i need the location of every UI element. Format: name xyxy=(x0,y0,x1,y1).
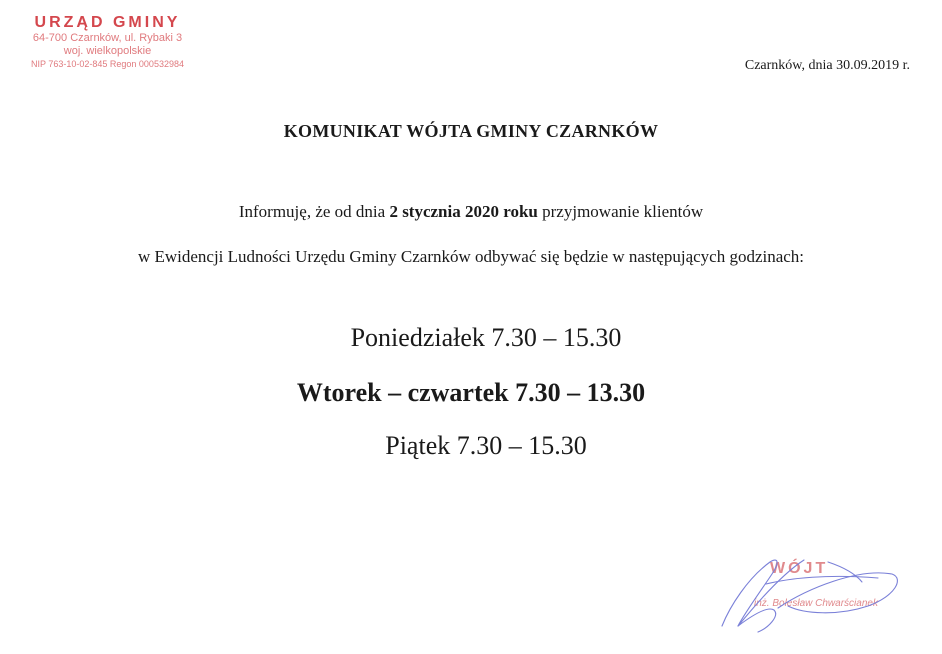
office-stamp xyxy=(10,14,205,71)
stamp-ids: NIP 763-10-02-845 Regon 000532984 xyxy=(31,59,184,69)
body-line-1-prefix: Informuję, że od dnia xyxy=(238,202,390,221)
document-heading: KOMUNIKAT WÓJTA GMINY CZARNKÓW xyxy=(283,121,659,141)
hours-tuesday-thursday: Wtorek – czwartek 7.30 – 13.30 xyxy=(296,378,646,407)
body-line-1 xyxy=(0,202,942,222)
hours-friday: Piątek 7.30 – 15.30 xyxy=(385,431,587,460)
body-line-1-date: 2 stycznia 2020 roku xyxy=(389,202,538,221)
signature-block xyxy=(708,548,908,648)
hours-monday: Poniedziałek 7.30 – 15.30 xyxy=(350,323,622,352)
body-line-1-suffix: przyjmowanie klientów xyxy=(537,202,704,221)
stamp-region: woj. wielkopolskie xyxy=(63,45,152,57)
place-date: Czarnków, dnia 30.09.2019 r. xyxy=(744,58,910,73)
signature-stamp-name: inż. Bolesław Chwarścianek xyxy=(754,598,878,609)
stamp-address: 64-700 Czarnków, ul. Rybaki 3 xyxy=(32,32,183,44)
body-line-2: w Ewidencji Ludności Urzędu Gminy Czarnków odbywać się będzie w następujących godzinach: xyxy=(137,247,805,266)
handwritten-signature xyxy=(708,548,908,648)
signature-stamp-title: WÓJT xyxy=(770,560,829,577)
stamp-title: URZĄD GMINY xyxy=(34,14,181,31)
